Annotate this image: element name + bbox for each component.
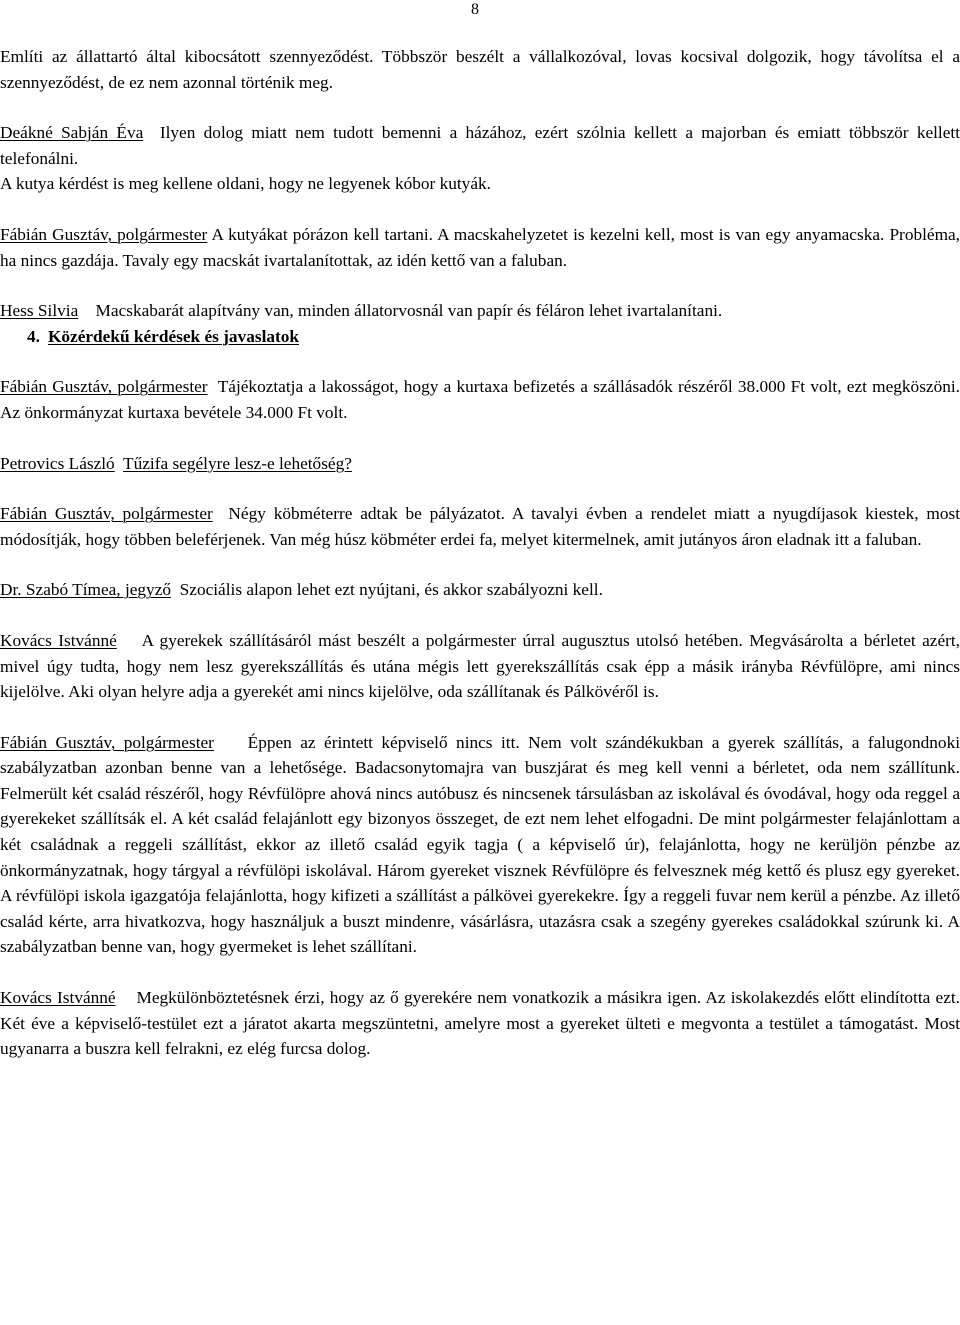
document-body <box>0 44 960 1062</box>
section-number: 4. <box>27 326 40 346</box>
speaker-name: Fábián Gusztáv, polgármester <box>0 224 208 244</box>
paragraph-text: Négy köbméterre adtak be pályázatot. A tavalyi évben a rendelet miatt a nyugdíjasok kiestek, most módosítják, hogy többen beleférjenek. Van még húsz köbméter erdei fa, melyet kitermelnek, amit jutányos áron eladnak itt a faluban. <box>0 504 960 549</box>
paragraph-text: Tűzifa segélyre lesz-e lehetőség? <box>123 453 352 473</box>
paragraph-deakne <box>0 120 960 197</box>
speaker-name: Fábián Gusztáv, polgármester <box>0 504 213 524</box>
paragraph-text: A gyerekek szállításáról mást beszélt a polgármester úrral augusztus utolsó hetében. Megvásárolta a bérletet azért, mivel úgy tudta, hogy nem lesz gyerekszállítás és utána mégis lett gyerekszállítás csak épp a másik irányba Révfülöpre, ami nincs kijelölve. Aki olyan helyre adja a gyerekét ami nincs kijelölve, oda szállítanak és Pálkövéről is. <box>0 630 960 702</box>
speaker-name: Deákné Sabján Éva <box>0 123 144 143</box>
paragraph-text: A kutya kérdést is meg kellene oldani, hogy ne legyenek kóbor kutyák. <box>0 174 491 194</box>
paragraph-text: Ilyen dolog miatt nem tudott bemenni a házához, ezért szólnia kellett a majorban és emiatt többször kellett telefonálni. <box>0 123 960 168</box>
speaker-name: Fábián Gusztáv, polgármester <box>0 377 208 397</box>
paragraph-fabian-2 <box>0 374 960 425</box>
paragraph-kovacs-2 <box>0 985 960 1062</box>
speaker-name: Hess Silvia <box>0 301 79 321</box>
paragraph-fabian-1 <box>0 222 960 273</box>
section-title: Közérdekű kérdések és javaslatok <box>47 326 300 346</box>
paragraph-fabian-3 <box>0 501 960 552</box>
paragraph-contamination <box>0 44 960 95</box>
speaker-name: Fábián Gusztáv, polgármester <box>0 732 214 752</box>
paragraph-text: Szociális alapon lehet ezt nyújtani, és akkor szabályozni kell. <box>179 580 603 600</box>
paragraph-text: Tájékoztatja a lakosságot, hogy a kurtaxa befizetés a szállásadók részéről 38.000 Ft volt, ezt megköszöni. Az önkormányzat kurtaxa bevétele 34.000 Ft volt. <box>0 377 960 422</box>
paragraph-fabian-4 <box>0 730 960 960</box>
speaker-name: Kovács Istvánné <box>0 988 116 1008</box>
paragraph-text: Macskabarát alapítvány van, minden állatorvosnál van papír és féláron lehet ivartalanítani. <box>95 301 723 321</box>
paragraph-kovacs-1 <box>0 628 960 705</box>
speaker-name: Kovács Istvánné <box>0 630 117 650</box>
paragraph-text: Éppen az érintett képviselő nincs itt. Nem volt szándékukban a gyerek szállítás, a falugondnoki szabályzatban azonban benne van a lehetősége. Badacsonytomajra van buszjárat és meg kell venni a bérletet, oda nem szállítunk. Felmerült két család részéről, hogy Révfülöpre ahová nincs autóbusz és nincsenek társulásban az iskolával és óvodával, hogy oda reggel a gyerekeket szállítsák el. A két család felajánlott egy bizonyos összeget, de ezt nem lehet elfogadni. De mint polgármester felajánlottam a két családnak a reggeli szállítást, ekkor az illető család egyik tagja ( a képviselő úr), felajánlotta, hogy ne kerüljön pénzbe az önkormányzatnak, hogy tárgyal a révfülöpi iskolával. Három gyereket visznek Révfülöpre és felvesznek még kettő és plusz egy gyereket. A révfülöpi iskola igazgatója felajánlotta, hogy kifizeti a szállítást a pálkövei gyerekekre. Így a reggeli fuvar nem kerül a pénzbe. Az illető család kérte, arra hivatkozva, hogy használjuk a buszt mindenre, vásárlásra, utazásra csak a szegény gyerekes családokkal szúrunk ki. A szabályzatban benne van, hogy gyermeket is lehet szállítani. <box>0 732 960 957</box>
speaker-name: Dr. Szabó Tímea, jegyző <box>0 580 172 600</box>
section-heading <box>0 324 960 350</box>
paragraph-petrovics <box>0 451 960 477</box>
speaker-name: Petrovics László <box>0 453 115 473</box>
page-number: 8 <box>471 1 479 18</box>
paragraph-text: Említi az állattartó által kibocsátott szennyeződést. Többször beszélt a vállalkozóval, lovas kocsival dolgozik, hogy távolítsa el a szennyeződést, de ez nem azonnal történik meg. <box>0 47 960 92</box>
paragraph-text: Megkülönböztetésnek érzi, hogy az ő gyerekére nem vonatkozik a másikra igen. Az iskolakezdés előtt elindította ezt. Két éve a képviselő-testület ezt a járatot akarta megszüntetni, amelyre most a gyereket ülteti e megvonta a testület a támogatást. Most ugyanarra a buszra kell felrakni, ez elég furcsa dolog. <box>0 988 960 1059</box>
paragraph-hess <box>0 298 960 324</box>
paragraph-text: A kutyákat pórázon kell tartani. A macskahelyzetet is kezelni kell, most is van egy anyamacska. Probléma, ha nincs gazdája. Tavaly egy macskát ivartalanítottak, az idén kettő van a faluban. <box>0 224 960 270</box>
paragraph-szabo <box>0 577 960 603</box>
